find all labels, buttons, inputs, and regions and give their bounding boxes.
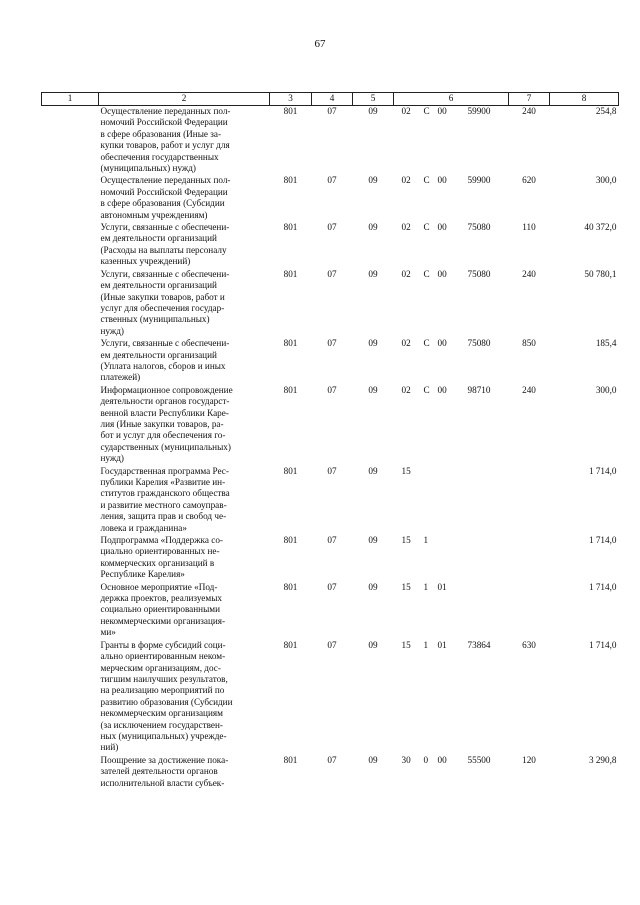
table-row <box>42 222 619 269</box>
cell-amount: 40 372,0 <box>584 222 617 233</box>
cell-target-article <box>394 175 509 222</box>
cell-expense-type <box>509 582 550 640</box>
cell-description: Гранты в форме субсидий соци- ально ориентированным неком- мерческим организациям, дос- тигшим наилучших результатов, на реализацию мероприятий по развитию образования (Субсидии некоммерческим организациям (за исключением государствен- ных (муниципальных) учрежде- ний) <box>100 639 233 753</box>
cell-col-1 <box>42 640 99 755</box>
subprogram-code: 1 <box>423 639 429 650</box>
table-row <box>42 175 619 222</box>
table-row <box>42 535 619 582</box>
subprogram-code: 1 <box>423 535 429 546</box>
cell-target-article <box>394 338 509 385</box>
cell-amount: 300,0 <box>595 175 617 186</box>
direction-code: 98710 <box>467 384 491 395</box>
cell-amount: 254,8 <box>595 106 617 116</box>
cell-target-article <box>394 466 509 535</box>
subprogram-code: С <box>423 384 430 395</box>
cell-subsection-code: 09 <box>368 175 378 186</box>
program-code: 15 <box>401 465 411 476</box>
table-row <box>42 338 619 385</box>
table-row <box>42 269 619 338</box>
header-col-2: 2 <box>99 93 270 106</box>
program-code: 15 <box>401 639 411 650</box>
program-code: 02 <box>401 106 411 116</box>
cell-target-article <box>394 640 509 755</box>
event-code: 01 <box>437 581 447 592</box>
cell-section-code: 07 <box>327 754 337 765</box>
event-code: 00 <box>437 106 447 116</box>
event-code <box>438 466 468 477</box>
cell-ministry-code: 801 <box>283 639 298 650</box>
cell-ministry-code: 801 <box>283 535 298 546</box>
cell-ministry-code: 801 <box>283 175 298 186</box>
cell-col-1 <box>42 466 99 535</box>
cell-description: Услуги, связанные с обеспечени- ем деятельности организаций (Расходы на выплаты персоналу казенных учреждений) <box>100 222 230 267</box>
cell-ministry-code: 801 <box>283 106 298 116</box>
cell-target-article <box>394 222 509 269</box>
table-row <box>42 106 619 176</box>
cell-description: Основное мероприятие «Под- держка проектов, реализуемых социально ориентированными некоммерческими организация- ми» <box>100 581 226 638</box>
cell-col-1 <box>42 175 99 222</box>
cell-col-1 <box>42 338 99 385</box>
budget-table <box>41 92 619 790</box>
cell-section-code: 07 <box>327 535 337 546</box>
cell-target-article <box>394 535 509 582</box>
subprogram-code <box>424 466 438 477</box>
cell-expense-type: 240 <box>522 268 536 279</box>
cell-ministry-code: 801 <box>283 384 298 395</box>
cell-target-article <box>394 582 509 640</box>
cell-col-1 <box>42 582 99 640</box>
program-code: 02 <box>401 338 411 349</box>
cell-amount: 1 714,0 <box>588 465 617 476</box>
cell-target-article <box>394 106 509 176</box>
cell-subsection-code: 09 <box>368 338 378 349</box>
subprogram-code: С <box>423 175 430 186</box>
cell-subsection-code: 09 <box>368 754 378 765</box>
cell-amount: 1 714,0 <box>588 639 617 650</box>
cell-expense-type: 120 <box>522 754 536 765</box>
cell-section-code: 07 <box>327 639 337 650</box>
table-row <box>42 582 619 640</box>
event-code: 00 <box>437 754 447 765</box>
cell-expense-type: 850 <box>522 338 536 349</box>
program-code: 02 <box>401 384 411 395</box>
header-col-6: 6 <box>394 93 509 106</box>
header-row <box>42 93 619 106</box>
subprogram-code: 1 <box>423 581 429 592</box>
cell-section-code: 07 <box>327 175 337 186</box>
table-body <box>42 106 619 790</box>
cell-amount: 300,0 <box>595 384 617 395</box>
cell-amount: 3 290,8 <box>588 754 617 765</box>
header-col-8: 8 <box>550 93 619 106</box>
cell-description: Поощрение за достижение пока- зателей деятельности органов исполнительной власти субъек- <box>100 754 229 788</box>
cell-expense-type <box>509 466 550 535</box>
subprogram-code: С <box>423 338 430 349</box>
cell-section-code: 07 <box>327 384 337 395</box>
cell-subsection-code: 09 <box>368 384 378 395</box>
cell-section-code: 07 <box>327 268 337 279</box>
cell-ministry-code: 801 <box>283 465 298 476</box>
subprogram-code: С <box>423 106 430 116</box>
cell-subsection-code: 09 <box>368 465 378 476</box>
event-code: 00 <box>437 338 447 349</box>
cell-section-code: 07 <box>327 106 337 116</box>
subprogram-code: 0 <box>423 754 429 765</box>
cell-target-article <box>394 385 509 466</box>
cell-ministry-code: 801 <box>283 268 298 279</box>
cell-expense-type: 620 <box>522 175 536 186</box>
header-col-3: 3 <box>270 93 312 106</box>
header-col-4: 4 <box>312 93 353 106</box>
cell-description: Осуществление переданных пол- номочий Российской Федерации в сфере образования (Иные за- купки товаров, работ и услуг для обеспечения государственных (муниципальных) нужд) <box>100 106 231 174</box>
subprogram-code: С <box>423 222 430 233</box>
page-number: 67 <box>314 38 326 50</box>
cell-subsection-code: 09 <box>368 581 378 592</box>
cell-amount: 1 714,0 <box>588 535 617 546</box>
direction-code: 75080 <box>467 338 491 349</box>
cell-expense-type: 240 <box>522 384 536 395</box>
program-code: 15 <box>401 581 411 592</box>
cell-col-1 <box>42 269 99 338</box>
event-code <box>438 535 468 546</box>
cell-description: Подпрограмма «Поддержка со- циально ориентированных не- коммерческих организаций в Республике Карелия» <box>100 535 223 580</box>
header-col-1: 1 <box>42 93 99 106</box>
header-col-7: 7 <box>509 93 550 106</box>
cell-expense-type: 110 <box>522 222 536 233</box>
cell-expense-type: 630 <box>522 639 536 650</box>
cell-description: Осуществление переданных пол- номочий Российской Федерации в сфере образования (Субсидии автономным учреждениям) <box>100 175 231 220</box>
program-code: 02 <box>401 222 411 233</box>
cell-ministry-code: 801 <box>283 581 298 592</box>
table-row <box>42 755 619 790</box>
direction-code: 75080 <box>467 222 491 233</box>
subprogram-code: С <box>423 268 430 279</box>
cell-target-article <box>394 755 509 790</box>
cell-subsection-code: 09 <box>368 106 378 116</box>
program-code: 02 <box>401 175 411 186</box>
cell-subsection-code: 09 <box>368 268 378 279</box>
direction-code: 59900 <box>467 106 491 116</box>
cell-ministry-code: 801 <box>283 754 298 765</box>
event-code: 00 <box>437 175 447 186</box>
program-code: 02 <box>401 268 411 279</box>
cell-expense-type: 240 <box>522 106 536 116</box>
cell-subsection-code: 09 <box>368 639 378 650</box>
cell-target-article <box>394 269 509 338</box>
direction-code: 55500 <box>467 754 491 765</box>
cell-section-code: 07 <box>327 581 337 592</box>
cell-description: Государственная программа Рес- публики Карелия «Развитие ин- ститутов гражданского общества и развитие местного самоуправ- ления, защита прав и свобод че- ловека и гражданина» <box>100 465 230 533</box>
cell-subsection-code: 09 <box>368 535 378 546</box>
direction-code <box>468 582 498 593</box>
event-code: 00 <box>437 268 447 279</box>
cell-col-1 <box>42 535 99 582</box>
cell-description: Услуги, связанные с обеспечени- ем деятельности организаций (Уплата налогов, сборов и иных платежей) <box>100 338 230 383</box>
cell-section-code: 07 <box>327 465 337 476</box>
direction-code <box>468 466 498 477</box>
direction-code <box>468 535 498 546</box>
direction-code: 73864 <box>467 639 491 650</box>
cell-amount: 185,4 <box>595 338 617 349</box>
cell-amount: 1 714,0 <box>588 581 617 592</box>
cell-ministry-code: 801 <box>283 338 298 349</box>
program-code: 15 <box>401 535 411 546</box>
program-code: 30 <box>401 754 411 765</box>
header-col-5: 5 <box>353 93 394 106</box>
event-code: 00 <box>437 384 447 395</box>
cell-section-code: 07 <box>327 222 337 233</box>
cell-col-1 <box>42 385 99 466</box>
cell-subsection-code: 09 <box>368 222 378 233</box>
cell-col-1 <box>42 106 99 176</box>
cell-description: Информационное сопровождение деятельности органов государст- венной власти Республики Каре- лия (Иные закупки товаров, ра- бот и услуг для обеспечения го- сударственных (муниципальных) нужд) <box>100 384 233 464</box>
table-row <box>42 640 619 755</box>
table-row <box>42 466 619 535</box>
cell-amount: 50 780,1 <box>584 268 617 279</box>
cell-ministry-code: 801 <box>283 222 298 233</box>
cell-section-code: 07 <box>327 338 337 349</box>
cell-description: Услуги, связанные с обеспечени- ем деятельности организаций (Иные закупки товаров, работ и услуг для обеспечения государ- ственных (муниципальных) нужд) <box>100 268 230 336</box>
cell-col-1 <box>42 755 99 790</box>
cell-expense-type <box>509 535 550 582</box>
event-code: 01 <box>437 639 447 650</box>
cell-col-1 <box>42 222 99 269</box>
direction-code: 75080 <box>467 268 491 279</box>
event-code: 00 <box>437 222 447 233</box>
direction-code: 59900 <box>467 175 491 186</box>
table-row <box>42 385 619 466</box>
